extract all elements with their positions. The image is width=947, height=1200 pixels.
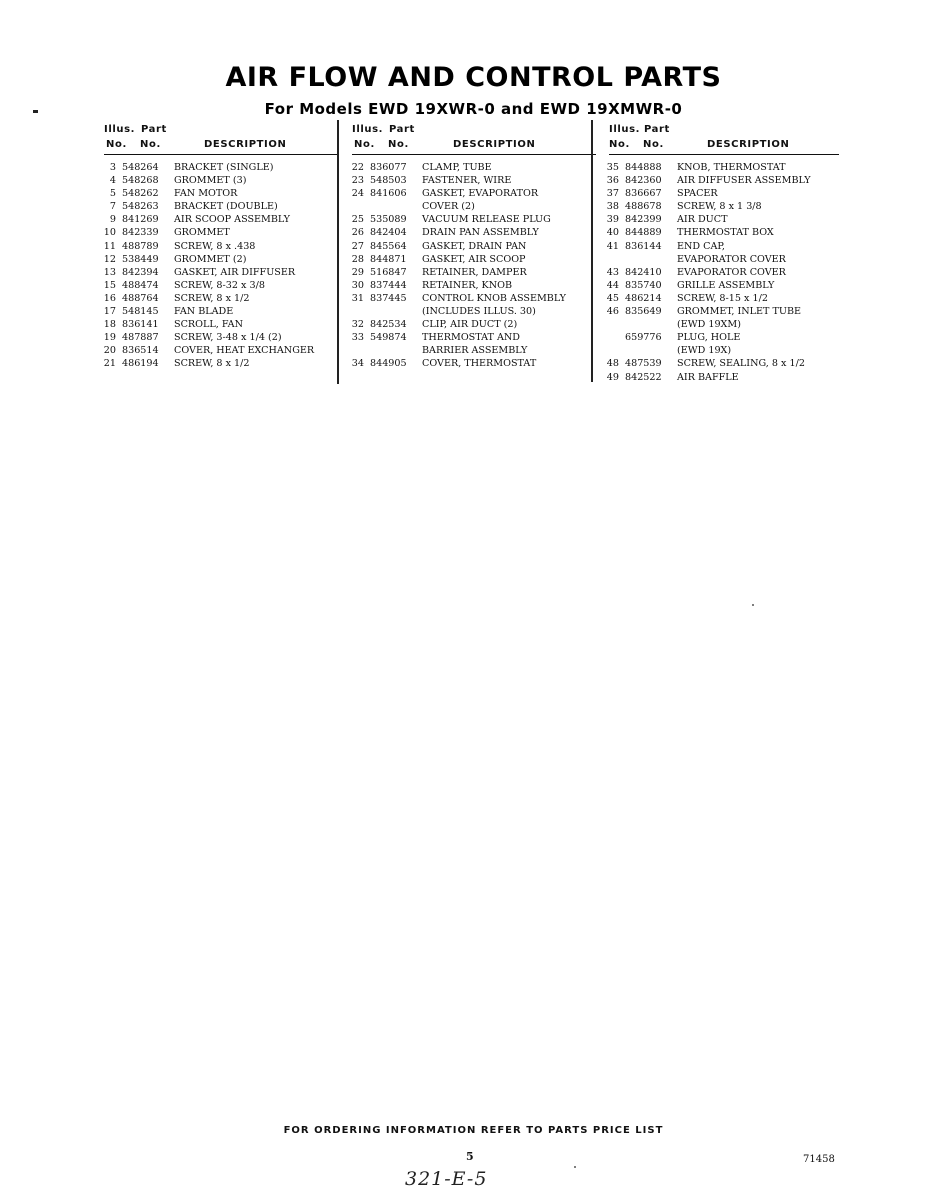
header-rule bbox=[609, 154, 839, 155]
part-row: 20 836514 COVER, HEAT EXCHANGER bbox=[103, 345, 315, 357]
scan-speck bbox=[752, 604, 754, 606]
part-row: 33 549874 THERMOSTAT AND bbox=[351, 332, 520, 344]
part-no-label: No. bbox=[388, 139, 409, 150]
part-row: 10 842339 GROMMET bbox=[103, 227, 230, 239]
part-no-label: No. bbox=[140, 139, 161, 150]
part-row: 659776 PLUG, HOLE bbox=[625, 332, 741, 344]
parts-list bbox=[104, 161, 330, 371]
page-title: AIR FLOW AND CONTROL PARTS bbox=[225, 62, 722, 93]
part-row: 27 845564 GASKET, DRAIN PAN bbox=[351, 240, 527, 252]
part-row: 49 842522 AIR BAFFLE bbox=[606, 371, 739, 383]
part-row: 34 844905 COVER, THERMOSTAT bbox=[351, 358, 537, 370]
part-row: 4 548268 GROMMET (3) bbox=[109, 175, 247, 187]
header-rule bbox=[104, 154, 338, 155]
part-label: Part bbox=[389, 124, 415, 135]
part-row: 22 836077 CLAMP, TUBE bbox=[351, 162, 492, 173]
description-label: DESCRIPTION bbox=[204, 139, 287, 150]
part-row: 29 516847 RETAINER, DAMPER bbox=[351, 266, 527, 278]
part-row: COVER (2) bbox=[422, 201, 475, 213]
part-row: 13 842394 GASKET, AIR DIFFUSER bbox=[103, 266, 296, 278]
part-row: 15 488474 SCREW, 8-32 x 3/8 bbox=[103, 279, 265, 291]
column-header bbox=[352, 124, 592, 156]
part-row: (INCLUDES ILLUS. 30) bbox=[422, 306, 536, 318]
part-row: 45 486214 SCREW, 8-15 x 1/2 bbox=[606, 292, 768, 304]
part-label: Part bbox=[644, 124, 670, 135]
part-row: 28 844871 GASKET, AIR SCOOP bbox=[351, 253, 526, 265]
part-row: 39 842399 AIR DUCT bbox=[606, 214, 728, 226]
illus-label: Illus. bbox=[104, 124, 136, 135]
part-row: 19 487887 SCREW, 3-48 x 1/4 (2) bbox=[103, 332, 282, 344]
part-row: 48 487539 SCREW, SEALING, 8 x 1/2 bbox=[606, 358, 805, 370]
part-row: 24 841606 GASKET, EVAPORATOR bbox=[351, 188, 539, 200]
part-label: Part bbox=[141, 124, 167, 135]
part-row: (EWD 19XM) bbox=[677, 319, 741, 331]
header-rule bbox=[352, 154, 596, 155]
part-row: EVAPORATOR COVER bbox=[677, 253, 786, 265]
part-row: 21 486194 SCREW, 8 x 1/2 bbox=[103, 358, 250, 370]
illus-label: Illus. bbox=[352, 124, 384, 135]
part-row: 7 548263 BRACKET (DOUBLE) bbox=[109, 201, 278, 213]
part-row: 18 836141 SCROLL, FAN bbox=[103, 319, 243, 331]
parts-list bbox=[607, 161, 837, 384]
scan-speck bbox=[574, 1166, 576, 1168]
part-row: 5 548262 FAN MOTOR bbox=[109, 188, 238, 200]
column-divider bbox=[591, 120, 593, 382]
ordering-note: FOR ORDERING INFORMATION REFER TO PARTS PRICE LIST bbox=[283, 1125, 664, 1136]
part-row: 46 835649 GROMMET, INLET TUBE bbox=[606, 306, 802, 318]
part-row: 31 837445 CONTROL KNOB ASSEMBLY bbox=[351, 292, 566, 304]
part-row: 17 548145 FAN BLADE bbox=[103, 306, 234, 318]
illus-label: Illus. bbox=[609, 124, 641, 135]
handwritten-mark: 321-E-5 bbox=[405, 1168, 488, 1190]
column-divider bbox=[337, 120, 339, 384]
part-row: 40 844889 THERMOSTAT BOX bbox=[606, 227, 774, 239]
page-subtitle: For Models EWD 19XWR-0 and EWD 19XMWR-0 bbox=[264, 100, 683, 118]
part-row: 35 844888 KNOB, THERMOSTAT bbox=[606, 162, 786, 173]
description-label: DESCRIPTION bbox=[707, 139, 790, 150]
part-row: 36 842360 AIR DIFFUSER ASSEMBLY bbox=[606, 175, 811, 187]
part-row: 25 535089 VACUUM RELEASE PLUG bbox=[351, 214, 551, 226]
part-row: 3 548264 BRACKET (SINGLE) bbox=[109, 162, 274, 173]
no-label: No. bbox=[354, 139, 375, 150]
column-header bbox=[609, 124, 839, 156]
part-row: 23 548503 FASTENER, WIRE bbox=[351, 175, 512, 187]
part-row: 11 488789 SCREW, 8 x .438 bbox=[103, 240, 256, 252]
part-row: 32 842534 CLIP, AIR DUCT (2) bbox=[351, 319, 518, 331]
part-row: 16 488764 SCREW, 8 x 1/2 bbox=[103, 292, 250, 304]
part-row: 44 835740 GRILLE ASSEMBLY bbox=[606, 279, 775, 291]
column-header bbox=[104, 124, 330, 156]
part-row: 37 836667 SPACER bbox=[606, 188, 718, 200]
page-number: 5 bbox=[466, 1150, 474, 1163]
part-row: 30 837444 RETAINER, KNOB bbox=[351, 279, 513, 291]
no-label: No. bbox=[609, 139, 630, 150]
margin-mark bbox=[33, 110, 38, 113]
part-row: 43 842410 EVAPORATOR COVER bbox=[606, 266, 786, 278]
part-row: 38 488678 SCREW, 8 x 1 3/8 bbox=[606, 201, 762, 213]
part-row: 41 836144 END CAP, bbox=[606, 240, 725, 252]
part-row: 26 842404 DRAIN PAN ASSEMBLY bbox=[351, 227, 539, 239]
no-label: No. bbox=[106, 139, 127, 150]
part-row: 9 841269 AIR SCOOP ASSEMBLY bbox=[109, 214, 291, 226]
parts-list bbox=[352, 161, 592, 371]
description-label: DESCRIPTION bbox=[453, 139, 536, 150]
parts-column-1 bbox=[103, 124, 330, 370]
parts-column-2 bbox=[351, 124, 592, 370]
parts-column-3 bbox=[606, 124, 839, 383]
part-row: 12 538449 GROMMET (2) bbox=[103, 253, 247, 265]
part-no-label: No. bbox=[643, 139, 664, 150]
part-row: BARRIER ASSEMBLY bbox=[422, 345, 528, 357]
document-code: 71458 bbox=[803, 1154, 835, 1165]
part-row: (EWD 19X) bbox=[677, 345, 732, 357]
